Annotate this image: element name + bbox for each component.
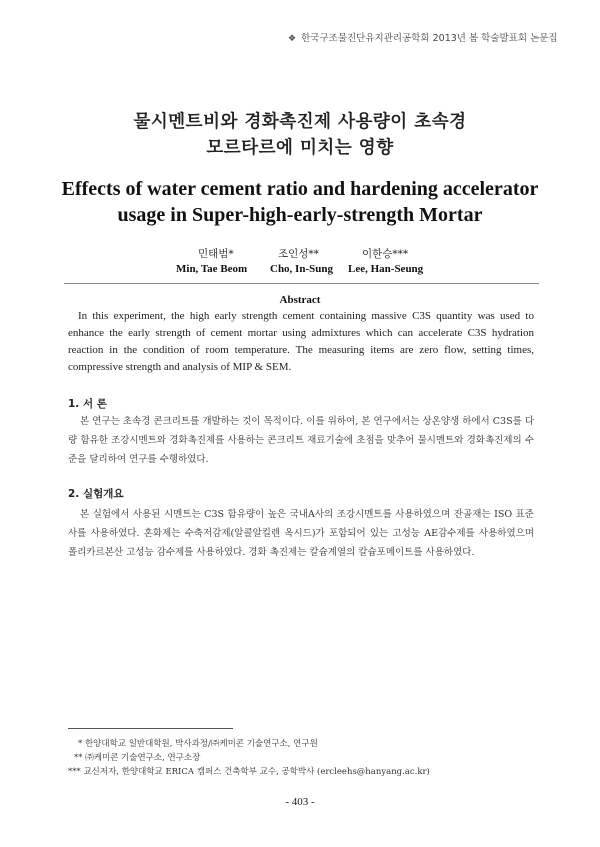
footnotes xyxy=(68,737,538,779)
running-header xyxy=(288,30,558,44)
english-title-line-2: usage in Super-high-early-strength Mortar xyxy=(117,204,483,226)
section-2-text: 본 실험에서 사용된 시멘트는 C3S 함유량이 높은 국내A사의 조강시멘트를 사용하였으며 잔골재는 ISO 표준사를 사용하였다. 혼화제는 수축저감제(알콜알킬렌 옥시드)가 포함되어 있는 고성능 AE감수제를 사용하였으며 폴리카르본산 고성능 감수제를 사용하였다. 경화 촉진제는 칼슘계열의 칼슘포메이트를 사용하였다. xyxy=(68,509,534,558)
abstract-heading: Abstract xyxy=(279,294,321,306)
korean-title-line-2: 모르타르에 미치는 영향 xyxy=(206,138,394,158)
section-1-body xyxy=(68,412,534,469)
author-2 xyxy=(270,246,333,275)
section-2-body xyxy=(68,505,534,562)
header-divider xyxy=(64,283,539,284)
author-1-english-name: Min, Tae Beom xyxy=(176,263,248,275)
section-2-heading: 2. 실험개요 xyxy=(68,488,124,500)
author-1-korean-name: 민태범* xyxy=(198,248,234,260)
running-header-text: 한국구조물진단유지관리공학회 2013년 봄 학술발표회 논문집 xyxy=(301,33,558,44)
author-3-korean-name: 이한승*** xyxy=(362,248,409,260)
abstract-text: In this experiment, the high early strength cement containing massive C3S quantity was used to enhance the early strength of cement mortar using admixtures which can accelerate C3S hydration reaction in the condition of room temperature. The measuring items are zero flow, setting times, compressive strength and analysis of MIP & SEM. xyxy=(68,310,534,373)
page-number: - 403 - xyxy=(285,796,315,808)
author-2-english-name: Cho, In-Sung xyxy=(270,263,333,275)
footnote-1: * 한양대학교 일반대학원, 박사과정/㈜케미콘 기술연구소, 연구원 xyxy=(78,739,318,749)
author-1 xyxy=(176,246,247,275)
english-title-line-1: Effects of water cement ratio and hardening accelerator xyxy=(61,178,539,200)
korean-title-line-1: 물시멘트비와 경화촉진제 사용량이 초속경 xyxy=(133,112,467,132)
footnote-3: *** 교신저자, 한양대학교 ERICA 캠퍼스 건축학부 교수, 공학박사 (ercleehs@hanyang.ac.kr) xyxy=(68,767,430,777)
section-1-text: 본 연구는 초속경 콘크리트를 개발하는 것이 목적이다. 이를 위하여, 본 연구에서는 상온양생 하에서 C3S를 다량 함유한 조강시멘트와 경화촉진제를 사용하는 콘크리트 재료기술에 초점을 맞추어 물시멘트와 경화촉진제의 수준을 달리하여 연구를 수행하였다. xyxy=(68,416,534,465)
author-3 xyxy=(348,246,423,275)
section-1-heading: 1. 서 론 xyxy=(68,398,107,410)
author-2-korean-name: 조인성** xyxy=(278,248,319,260)
footnote-divider xyxy=(68,728,233,729)
abstract-body xyxy=(68,308,534,376)
footnote-2: ** ㈜케미콘 기술연구소, 연구소장 xyxy=(74,753,201,763)
author-3-english-name: Lee, Han-Seung xyxy=(348,263,424,275)
diamond-icon: ❖ xyxy=(288,34,297,44)
